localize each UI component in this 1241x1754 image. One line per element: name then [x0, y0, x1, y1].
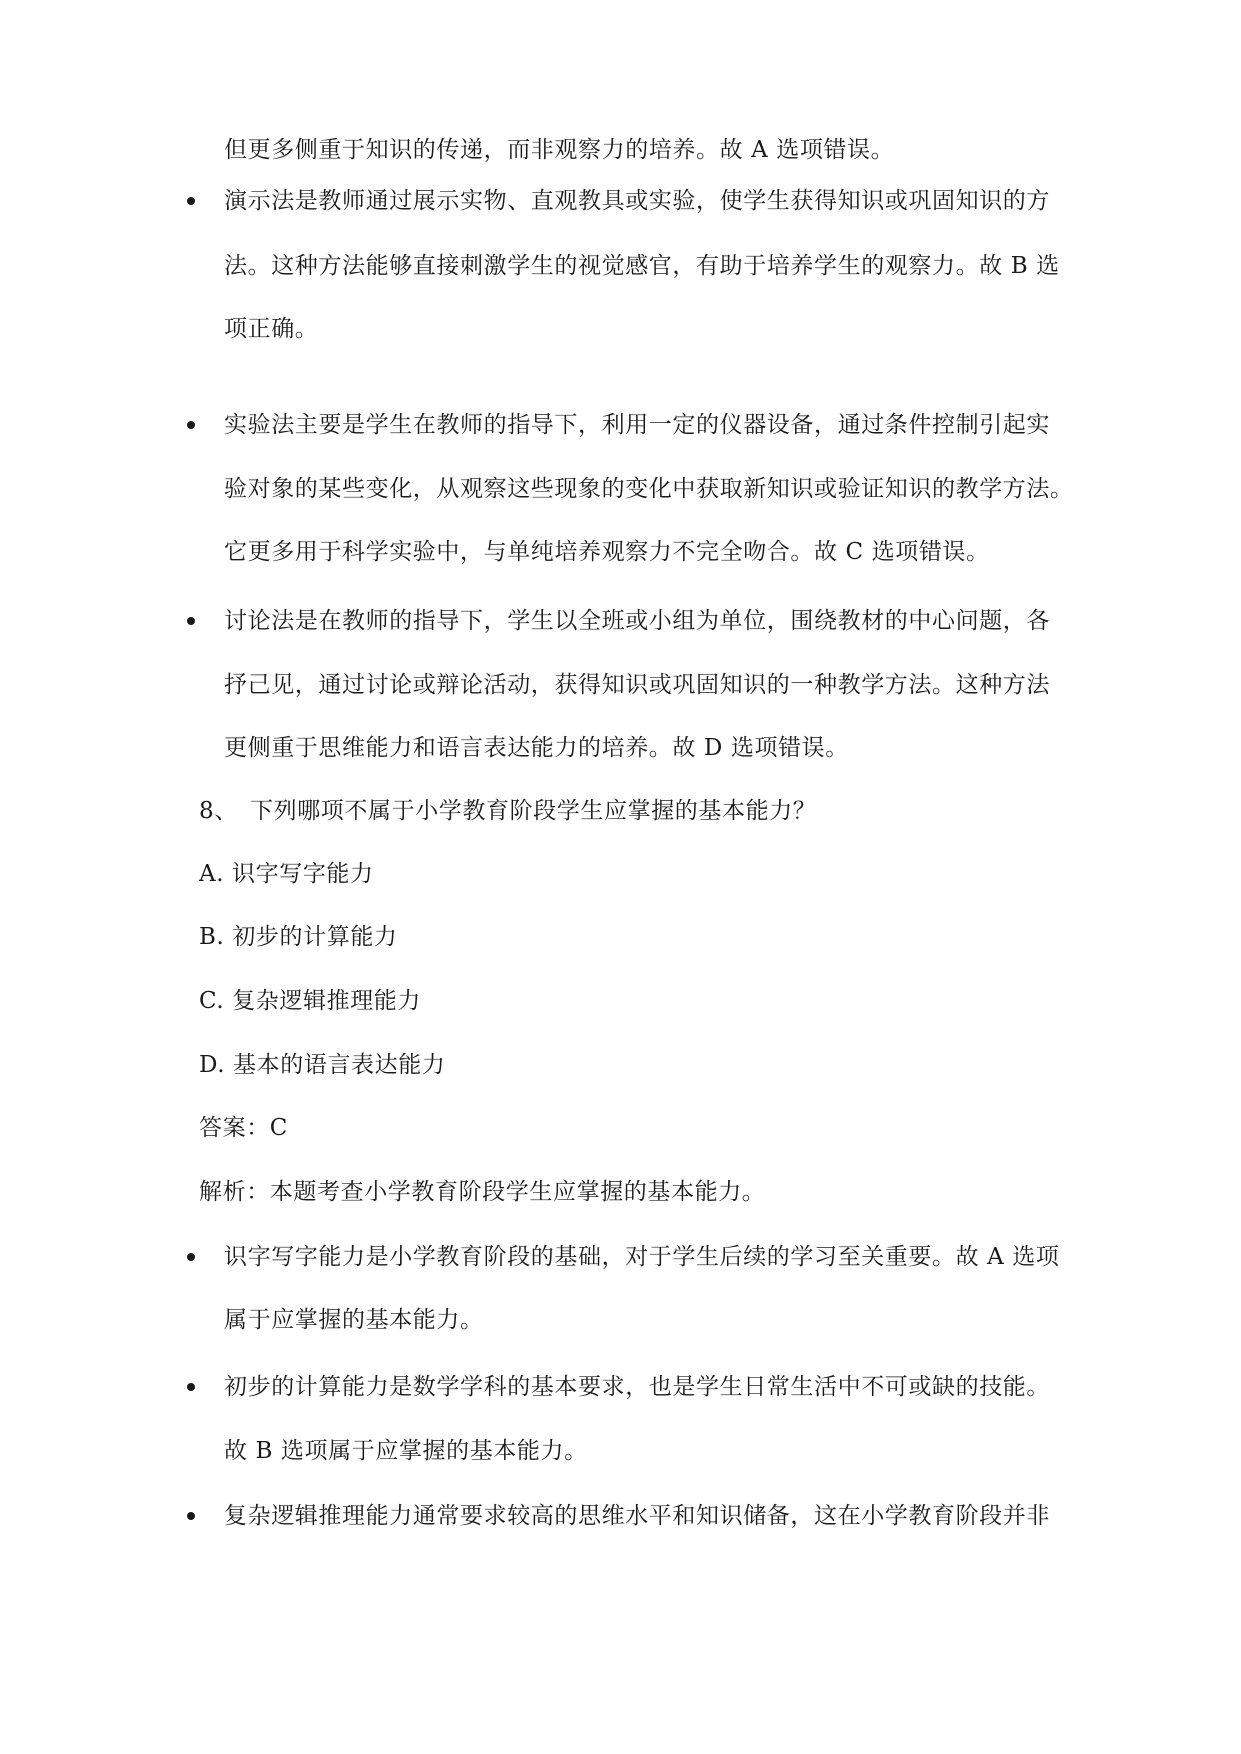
text-line: 讨论法是在教师的指导下，学生以全班或小组为单位，围绕教材的中心问题，各 [224, 608, 1050, 634]
question-number: 8、 [199, 798, 238, 824]
text-line: 验对象的某些变化，从观察这些现象的变化中获取新知识或验证知识的教学方法。 [224, 476, 1074, 502]
bullet-icon [187, 421, 195, 429]
option-d: D. 基本的语言表达能力 [199, 1052, 446, 1078]
text-line: 初步的计算能力是数学学科的基本要求，也是学生日常生活中不可或缺的技能。 [224, 1374, 1050, 1400]
answer-line: 答案：C [199, 1115, 288, 1141]
text-line: 更侧重于思维能力和语言表达能力的培养。故 D 选项错误。 [224, 735, 849, 761]
text-line: 故 B 选项属于应掌握的基本能力。 [224, 1438, 588, 1464]
text-line: 但更多侧重于知识的传递，而非观察力的培养。故 A 选项错误。 [224, 137, 895, 163]
bullet-icon [187, 1383, 195, 1391]
text-line: 法。这种方法能够直接刺激学生的视觉感官，有助于培养学生的观察力。故 B 选 [224, 253, 1060, 279]
bullet-icon [187, 1253, 195, 1261]
text-line: 项正确。 [224, 316, 319, 342]
text-line: 抒己见，通过讨论或辩论活动，获得知识或巩固知识的一种教学方法。这种方法 [224, 672, 1050, 698]
analysis-line: 解析：本题考查小学教育阶段学生应掌握的基本能力。 [199, 1179, 766, 1205]
bullet-icon [187, 1512, 195, 1520]
option-b: B. 初步的计算能力 [199, 924, 398, 950]
text-line: 识字写字能力是小学教育阶段的基础，对于学生后续的学习至关重要。故 A 选项 [224, 1244, 1060, 1270]
text-line: 它更多用于科学实验中，与单纯培养观察力不完全吻合。故 C 选项错误。 [224, 539, 990, 565]
text-line: 演示法是教师通过展示实物、直观教具或实验，使学生获得知识或巩固知识的方 [224, 188, 1050, 214]
bullet-icon [187, 617, 195, 625]
text-line: 实验法主要是学生在教师的指导下，利用一定的仪器设备，通过条件控制引起实 [224, 412, 1050, 438]
question-text: 下列哪项不属于小学教育阶段学生应掌握的基本能力？ [250, 798, 817, 824]
bullet-icon [187, 197, 195, 205]
option-c: C. 复杂逻辑推理能力 [199, 988, 422, 1014]
text-line: 复杂逻辑推理能力通常要求较高的思维水平和知识储备，这在小学教育阶段并非 [224, 1503, 1050, 1529]
option-a: A. 识字写字能力 [199, 861, 374, 887]
text-line: 属于应掌握的基本能力。 [224, 1307, 484, 1333]
